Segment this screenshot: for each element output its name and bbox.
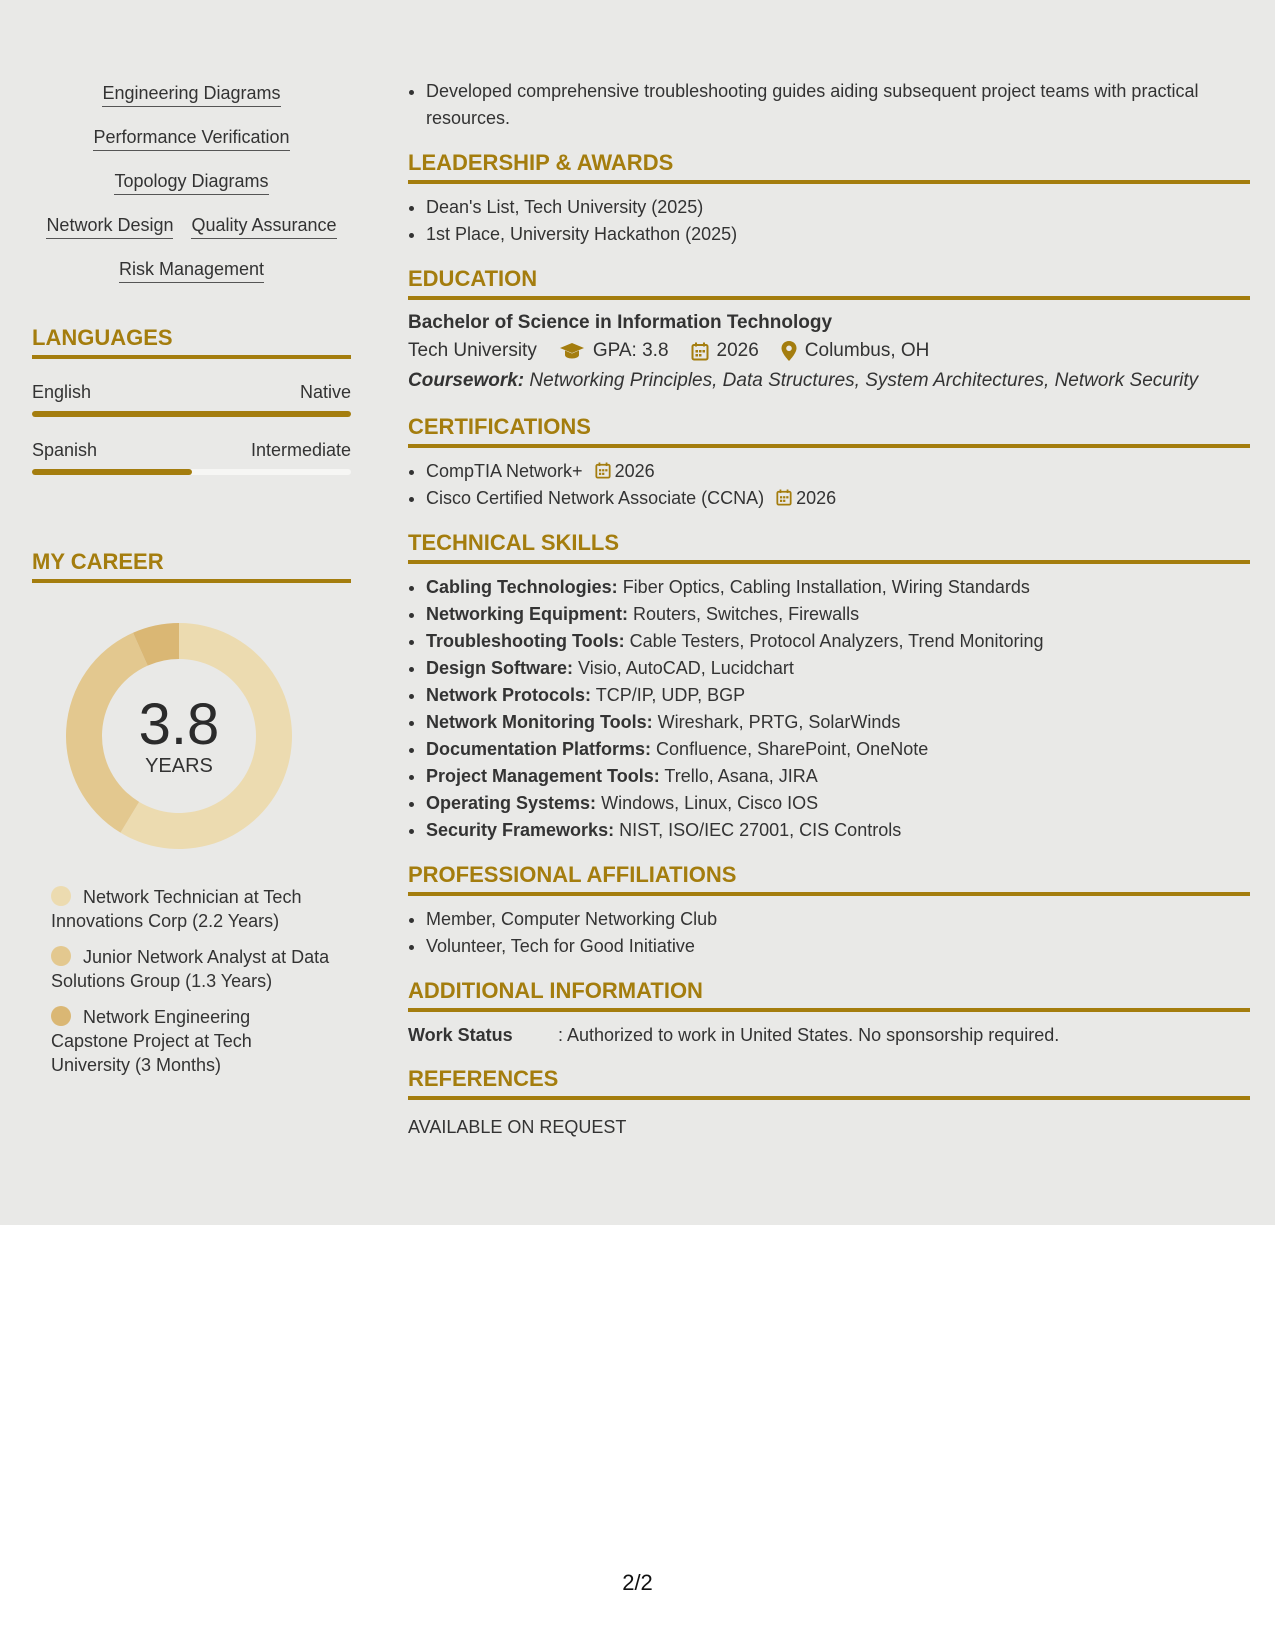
skill-tag-row	[32, 82, 351, 107]
technical-skill-value: Fiber Optics, Cabling Installation, Wiring Standards	[622, 577, 1030, 597]
gpa: GPA: 3.8	[592, 340, 669, 361]
technical-skill-item	[426, 736, 1250, 763]
technical-skill-label: Design Software:	[426, 658, 574, 678]
technical-skill-item	[426, 682, 1250, 709]
calendar-icon	[595, 462, 611, 479]
certification-item	[426, 485, 1250, 512]
technical-skill-item	[426, 601, 1250, 628]
section-title-leadership: LEADERSHIP & AWARDS	[408, 150, 674, 175]
language-bar-fill	[32, 411, 351, 417]
section-divider	[408, 180, 1250, 184]
technical-skills-section	[408, 530, 1250, 844]
certifications-section	[408, 414, 1250, 512]
language-item	[32, 439, 351, 475]
section-title-technical-skills: TECHNICAL SKILLS	[408, 530, 620, 555]
additional-info-section	[408, 978, 1250, 1048]
degree: Bachelor of Science in Information Technology	[408, 312, 833, 333]
experience-bullets	[408, 78, 1250, 132]
left-column	[32, 82, 351, 1089]
section-title-education: EDUCATION	[408, 266, 538, 291]
technical-skill-label: Operating Systems:	[426, 793, 597, 813]
certification-name: CompTIA Network+	[426, 461, 583, 481]
career-legend-label: Network Technician at Tech Innovations Corp (2.2 Years)	[51, 887, 302, 931]
affiliation-item: • Member, Computer Networking Club	[426, 906, 1250, 933]
skill-tag: Network Design	[46, 214, 173, 239]
leadership-list	[408, 194, 1250, 248]
technical-skill-item	[426, 763, 1250, 790]
section-divider	[408, 892, 1250, 896]
technical-skill-item	[426, 709, 1250, 736]
skill-tags	[32, 82, 351, 283]
career-legend-item	[51, 885, 331, 933]
technical-skill-item	[426, 790, 1250, 817]
technical-skill-value: NIST, ISO/IEC 27001, CIS Controls	[619, 820, 902, 840]
graduation-year: 2026	[716, 340, 759, 361]
section-divider	[32, 355, 351, 359]
skill-tag: Quality Assurance	[191, 214, 336, 239]
technical-skill-value: Cable Testers, Protocol Analyzers, Trend Monitoring	[629, 631, 1044, 651]
language-row	[32, 381, 351, 403]
skill-tag: Performance Verification	[93, 126, 289, 151]
graduation-cap-icon	[559, 342, 585, 360]
technical-skill-item	[426, 628, 1250, 655]
skill-tag: Risk Management	[119, 258, 264, 283]
section-divider	[408, 296, 1250, 300]
language-name: Spanish	[32, 440, 98, 460]
certification-year: 2026	[614, 461, 655, 481]
career-unit: YEARS	[145, 755, 213, 777]
career-legend-item	[51, 945, 331, 993]
right-column	[408, 78, 1250, 1140]
section-divider	[32, 579, 351, 583]
language-bar	[32, 469, 351, 475]
language-level: Intermediate	[250, 440, 351, 460]
certification-year: 2026	[796, 488, 837, 508]
career-legend	[51, 885, 331, 1077]
section-title-certifications: CERTIFICATIONS	[408, 414, 591, 439]
location-pin-icon	[781, 341, 797, 361]
award-item: • Dean's List, Tech University (2025)	[426, 194, 1250, 221]
school: Tech University	[408, 340, 537, 361]
skill-tag-row	[32, 258, 351, 283]
language-level: Native	[299, 382, 351, 402]
coursework-label: Coursework:	[408, 370, 525, 391]
legend-dot	[51, 886, 71, 906]
references-text: AVAILABLE ON REQUEST	[408, 1117, 627, 1137]
technical-skill-value: Wireshark, PRTG, SolarWinds	[657, 712, 901, 732]
technical-skill-label: Troubleshooting Tools:	[426, 631, 625, 651]
section-divider	[408, 1008, 1250, 1012]
language-item	[32, 381, 351, 417]
technical-skill-value: Visio, AutoCAD, Lucidchart	[578, 658, 794, 678]
work-status-label: Work Status	[408, 1025, 513, 1045]
languages-section	[32, 325, 351, 475]
location: Columbus, OH	[804, 340, 930, 361]
technical-skill-label: Network Monitoring Tools:	[426, 712, 653, 732]
career-donut-chart	[66, 623, 292, 849]
skill-tag-row	[32, 126, 351, 151]
section-divider	[408, 560, 1250, 564]
legend-dot	[51, 946, 71, 966]
technical-skill-item	[426, 655, 1250, 682]
technical-skill-value: Routers, Switches, Firewalls	[633, 604, 860, 624]
career-legend-item	[51, 1005, 331, 1077]
affiliation-item: • Volunteer, Tech for Good Initiative	[426, 933, 1250, 960]
career-total-years: 3.8	[138, 692, 220, 757]
technical-skill-value: Windows, Linux, Cisco IOS	[601, 793, 819, 813]
certification-name: Cisco Certified Network Associate (CCNA)	[426, 488, 765, 508]
language-name: English	[32, 382, 92, 402]
certifications-list	[408, 458, 1250, 512]
technical-skill-item	[426, 574, 1250, 601]
skill-tag: Topology Diagrams	[114, 170, 268, 195]
page-number: 2/2	[622, 1570, 653, 1595]
technical-skill-item	[426, 817, 1250, 844]
technical-skill-value: TCP/IP, UDP, BGP	[595, 685, 746, 705]
section-title-additional: ADDITIONAL INFORMATION	[408, 978, 703, 1003]
calendar-icon	[776, 489, 792, 506]
legend-dot	[51, 1006, 71, 1026]
technical-skill-value: Confluence, SharePoint, OneNote	[656, 739, 929, 759]
leadership-section	[408, 150, 1250, 248]
work-status-value: : Authorized to work in United States. No sponsorship required.	[558, 1025, 1060, 1045]
section-title-languages: LANGUAGES	[32, 325, 173, 350]
education-section	[408, 266, 1250, 396]
career-legend-label: Network Engineering Capstone Project at Tech University (3 Months)	[51, 1007, 252, 1075]
experience-bullet: • Developed comprehensive troubleshooting guides aiding subsequent project teams with practical resources.	[426, 78, 1250, 132]
technical-skill-label: Network Protocols:	[426, 685, 592, 705]
language-bar	[32, 411, 351, 417]
calendar-icon	[691, 342, 709, 361]
affiliations-list	[408, 906, 1250, 960]
career-section	[32, 549, 351, 1077]
certification-item	[426, 458, 1250, 485]
skill-tag-row	[32, 214, 351, 239]
coursework-list: Networking Principles, Data Structures, System Architectures, Network Security	[529, 370, 1199, 391]
technical-skill-label: Networking Equipment:	[426, 604, 628, 624]
references-section	[408, 1066, 1250, 1140]
language-row	[32, 439, 351, 461]
technical-skill-label: Cabling Technologies:	[426, 577, 618, 597]
section-title-career: MY CAREER	[32, 549, 164, 574]
technical-skill-value: Trello, Asana, JIRA	[664, 766, 818, 786]
award-item: • 1st Place, University Hackathon (2025)	[426, 221, 1250, 248]
technical-skill-label: Documentation Platforms:	[426, 739, 652, 759]
coursework	[408, 366, 1250, 396]
technical-skills-list	[408, 574, 1250, 844]
affiliations-section	[408, 862, 1250, 960]
skill-tag: Engineering Diagrams	[102, 82, 280, 107]
languages-list	[32, 381, 351, 475]
section-divider	[408, 1096, 1250, 1100]
work-status-row	[408, 1022, 1250, 1048]
section-divider	[408, 444, 1250, 448]
donut-center	[66, 623, 292, 849]
education-meta	[408, 336, 1250, 366]
section-title-references: REFERENCES	[408, 1066, 559, 1091]
technical-skill-label: Security Frameworks:	[426, 820, 615, 840]
section-title-affiliations: PROFESSIONAL AFFILIATIONS	[408, 862, 737, 887]
language-bar-fill	[32, 469, 192, 475]
skill-tag-row	[32, 170, 351, 195]
career-legend-label: Junior Network Analyst at Data Solutions Group (1.3 Years)	[51, 947, 330, 991]
technical-skill-label: Project Management Tools:	[426, 766, 660, 786]
